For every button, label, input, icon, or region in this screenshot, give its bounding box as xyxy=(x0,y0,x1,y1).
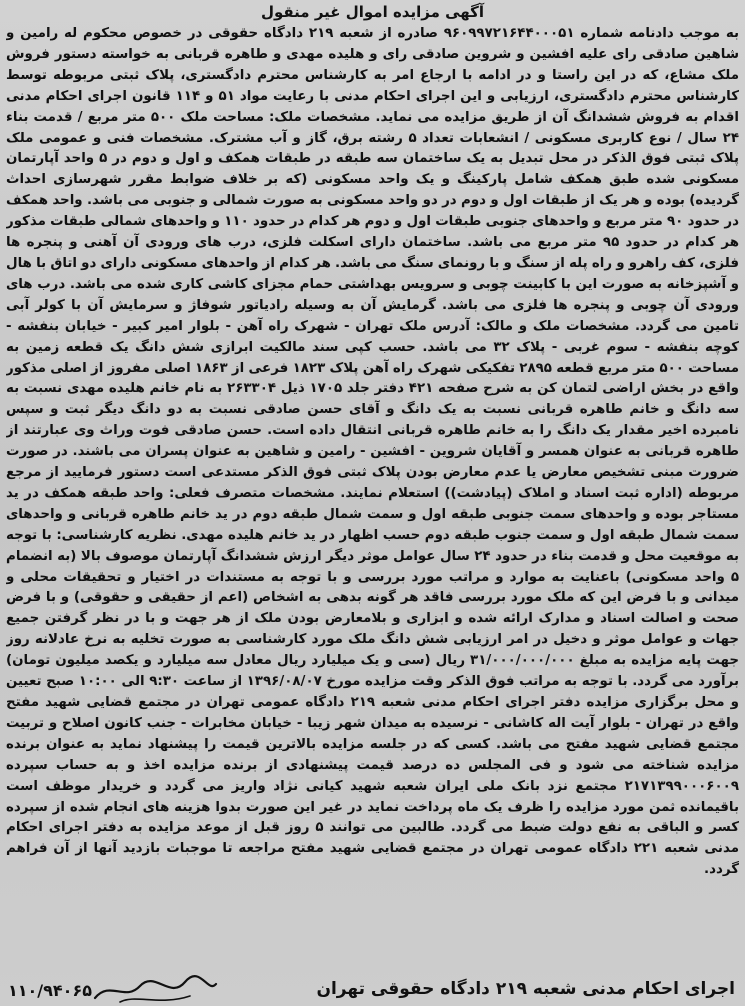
notice-footer xyxy=(0,968,745,1006)
notice-code: ۱۱۰/۹۴۰۶۵ xyxy=(8,981,92,1000)
signature-scribble xyxy=(90,972,220,1006)
notice-signature: اجرای احکام مدنی شعبه ۲۱۹ دادگاه حقوقی تهران xyxy=(316,979,735,999)
notice-body: به موجب دادنامه شماره ۹۶۰۹۹۷۲۱۶۴۴۰۰۰۵۱ صادره از شعبه ۲۱۹ دادگاه حقوقی در خصوص محکوم له رامین و شاهین صادقی رای علیه افشین و شروین صادقی رای و هلیده مهدی و طاهره قربانی به خواسته دستور فروش ملک مشاع، که در این راستا و در ادامه با ارجاع امر به کارشناس محترم دادگستری، پلاک ثبتی مربوطه توسط کارشناس محترم دادگستری، ارزیابی و این اجرای احکام مدنی با رعایت مواد ۵۱ و ۱۱۴ قانون اجرای احکام مدنی اقدام به فروش ششدانگ آن از طریق مزایده می نماید. مشخصات ملک: مساحت ملک ۵۰۰ متر مربع / قدمت بناء ۲۴ سال / نوع کاربری مسکونی / انشعابات تعداد ۵ رشته برق، گاز و آب مشترک. مشخصات فنی و عمومی ملک پلاک ثبتی فوق الذکر در محل تبدیل به یک ساختمان سه طبقه در طبقات همکف و اول و دوم در ۵ واحد آپارتمان مسکونی شده طبق همکف شامل پارکینگ و یک واحد مسکونی (که بر خلاف ضوابط مقرر شهرسازی احداث گردیده) بوده و هر یک از طبقات اول و دوم در دو واحد مسکونی به صورت شمالی و جنوبی می باشد. واحد همکف در حدود ۹۰ متر مربع و واحدهای جنوبی طبقات اول و دوم هر کدام در حدود ۱۱۰ و واحدهای شمالی طبقات مذکور هر کدام در حدود ۹۵ متر مربع می باشد. ساختمان دارای اسکلت فلزی، درب های ورودی آن آهنی و پنجره ها فلزی، کف راهرو و راه پله از سنگ و با رونمای سنگ می باشد. هر کدام از واحدهای مسکونی دارای دو اتاق با هال و آشپزخانه به صورت این با کابینت چوبی و سرویس بهداشتی حمام مجزای کاشی کاری شده می باشد. درب های ورودی آن چوبی و پنجره ها فلزی می باشد. گرمایش آن به وسیله رادیاتور شوفاژ و سرمایش آن با کولر آبی تامین می گردد. مشخصات ملک و مالک: آدرس ملک تهران - شهرک راه آهن - بلوار امیر کبیر - خیابان بنفشه - کوچه بنفشه - سوم غربی - پلاک ۳۲ می باشد. حسب کپی سند مالکیت ابرازی شش دانگ یک قطعه زمین به مساحت ۵۰۰ متر مربع قطعه ۲۸۹۵ تفکیکی شهرک راه آهن پلاک ۱۸۲۳ فرعی از ۱۸۶۳ اصلی مفروز از اصلی مذکور واقع در بخش اراضی لتمان کن به شرح صفحه ۴۲۱ دفتر جلد ۱۷۰۵ ذیل ۲۶۳۳۰۴ به نام خانم هلیده مهدی نسبت به سه دانگ و خانم طاهره قربانی نسبت به یک دانگ و آقای حسن صادقی نسبت به دو دانگ دیگر ثبت و سپس نامبرده اخیر مقدار یک دانگ را به خانم طاهره قربانی انتقال داده است. حسن صادقی فوت وراث وی عبارتند از طاهره قربانی به عنوان همسر و آقایان شروین - افشین - رامین و شاهین به عنوان پسران می باشند. در صورت ضرورت مبنی تشخیص معارض یا عدم معارض بودن پلاک ثبتی فوق الذکر مستدعی است دستور فرمایید از مرجع مربوطه (اداره ثبت اسناد و املاک (پیادشت)) استعلام نمایند. مشخصات متصرف فعلی: واحد طبقه همکف در ید مستاجر بوده و واحدهای سمت جنوبی طبقه اول و سمت شمال طبقه دوم در ید خانم طاهره قربانی و واحدهای سمت شمال طبقه اول و سمت جنوب طبقه دوم حسب اظهار در ید خانم هلیده مهدی. نظریه کارشناسی: با توجه به موقعیت محل و قدمت بناء در حدود ۲۴ سال عوامل موثر دیگر ارزش ششدانگ آپارتمان موصوف بالا (به انضمام ۵ واحد مسکونی) باعنایت به موارد و مراتب مورد بررسی و با توجه به مستندات در اختیار و تحقیقات محلی و میدانی و با فرض این که ملک مورد بررسی فاقد هر گونه بدهی به اشخاص (اعم از حقیقی و حقوقی) و با فرض صحت و اصالت اسناد و مدارک ارائه شده و ابزاری و بلامعارض بودن ملک از هر جهت و با در نظر گرفتن جمیع جهات و عوامل موثر و دخیل در امر ارزیابی شش دانگ ملک مورد کارشناسی به صورت تخلیه به نرخ عادلانه روز جهت پایه مزایده به مبلغ ۳۱/۰۰۰/۰۰۰/۰۰۰ ریال (سی و یک میلیارد ریال معادل سه میلیارد و یکصد میلیون تومان) برآورد می گردد. با توجه به مراتب فوق الذکر وقت مزایده مورخ ۱۳۹۶/۰۸/۰۷ از ساعت ۹:۳۰ الی ۱۰:۰۰ صبح تعیین و محل برگزاری مزایده دفتر اجرای احکام مدنی شعبه ۲۱۹ دادگاه عمومی تهران در مجتمع قضایی شهید مفتح واقع در تهران - بلوار آیت اله کاشانی - نرسیده به میدان شهر زیبا - خیابان مخابرات - جنب کانون اصلاح و تربیت مجتمع قضایی شهید مفتح می باشد. کسی که در جلسه مزایده بالاترین قیمت را پیشنهاد نماید به عنوان برنده مزایده شناخته می شود و فی المجلس ده درصد قیمت پیشنهادی از برنده مزایده اخذ و به حساب سپرده ۲۱۷۱۳۹۹۰۰۰۶۰۰۹ مجتمع نزد بانک ملی ایران شعبه شهید کیانی نژاد واریز می گردد و خریدار موظف است باقیمانده ثمن مورد مزایده را ظرف یک ماه پرداخت نماید در غیر این صورت بدوا هزینه های انجام شده از سپرده کسر و الباقی به نفع دولت ضبط می گردد. طالبین می توانند ۵ روز قبل از موعد مزایده به دفتر اجرای احکام مدنی شعبه ۲۲۱ دادگاه عمومی تهران در مجتمع قضایی شهید مفتح مراجعه تا موجبات بازدید آنها از آن فراهم گردد. xyxy=(6,26,739,878)
notice-title: آگهی مزایده اموال غیر منقول xyxy=(260,3,485,21)
